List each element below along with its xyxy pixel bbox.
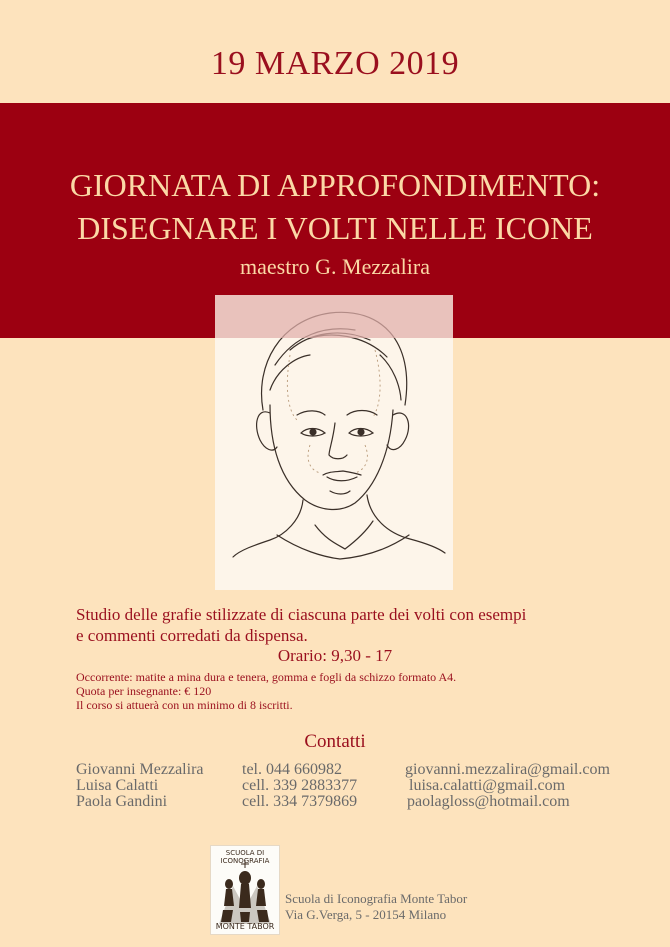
course-notes bbox=[76, 670, 636, 712]
contact-name: Giovanni Mezzalira bbox=[76, 761, 204, 778]
teacher-name: maestro G. Mezzalira bbox=[240, 254, 430, 279]
contact-email[interactable]: giovanni.mezzalira@gmail.com bbox=[405, 761, 610, 778]
contact-row bbox=[76, 762, 656, 778]
contact-name: Luisa Calatti bbox=[76, 777, 159, 794]
contact-name: Paola Gandini bbox=[76, 793, 168, 810]
course-description bbox=[76, 604, 636, 646]
note-minimum: Il corso si attuerà con un minimo di 8 iscritti. bbox=[76, 698, 293, 712]
note-materials: Occorrente: matite a mina dura e tenera, gomma e fogli da schizzo formato A4. bbox=[76, 670, 457, 684]
school-name: Scuola di Iconografia Monte Tabor bbox=[285, 891, 468, 906]
school-logo bbox=[210, 845, 280, 935]
note-fee: Quota per insegnante: € 120 bbox=[76, 684, 212, 698]
contact-phone: cell. 334 7379869 bbox=[242, 793, 358, 810]
contact-email[interactable]: luisa.calatti@gmail.com bbox=[409, 777, 566, 794]
school-address: Via G.Verga, 5 - 20154 Milano bbox=[285, 907, 447, 922]
description-line1: Studio delle grafie stilizzate di ciascuna parte dei volti con esempi bbox=[76, 605, 527, 624]
contact-email[interactable]: paolagloss@hotmail.com bbox=[407, 793, 570, 810]
contact-phone: tel. 044 660982 bbox=[242, 761, 342, 778]
contacts-heading: Contatti bbox=[304, 731, 366, 752]
event-title-line2: DISEGNARE I VOLTI NELLE ICONE bbox=[77, 210, 593, 246]
event-date: 19 MARZO 2019 bbox=[210, 45, 460, 82]
logo-bottom-text: MONTE TABOR bbox=[215, 922, 275, 931]
description-line2: e commenti corredati da dispensa. bbox=[76, 626, 308, 645]
contact-phone: cell. 339 2883377 bbox=[242, 777, 358, 794]
logo-top-text: SCUOLA DI ICONOGRAFIA bbox=[220, 849, 270, 865]
child-face-drawing bbox=[215, 295, 453, 590]
contact-row bbox=[76, 794, 656, 810]
course-hours: Orario: 9,30 - 17 bbox=[277, 646, 393, 665]
school-info bbox=[285, 891, 467, 923]
portrait-overlay bbox=[215, 295, 453, 338]
event-title-line1: GIORNATA DI APPROFONDIMENTO: bbox=[69, 167, 601, 203]
contact-row bbox=[76, 778, 656, 794]
contacts-list bbox=[76, 762, 656, 810]
